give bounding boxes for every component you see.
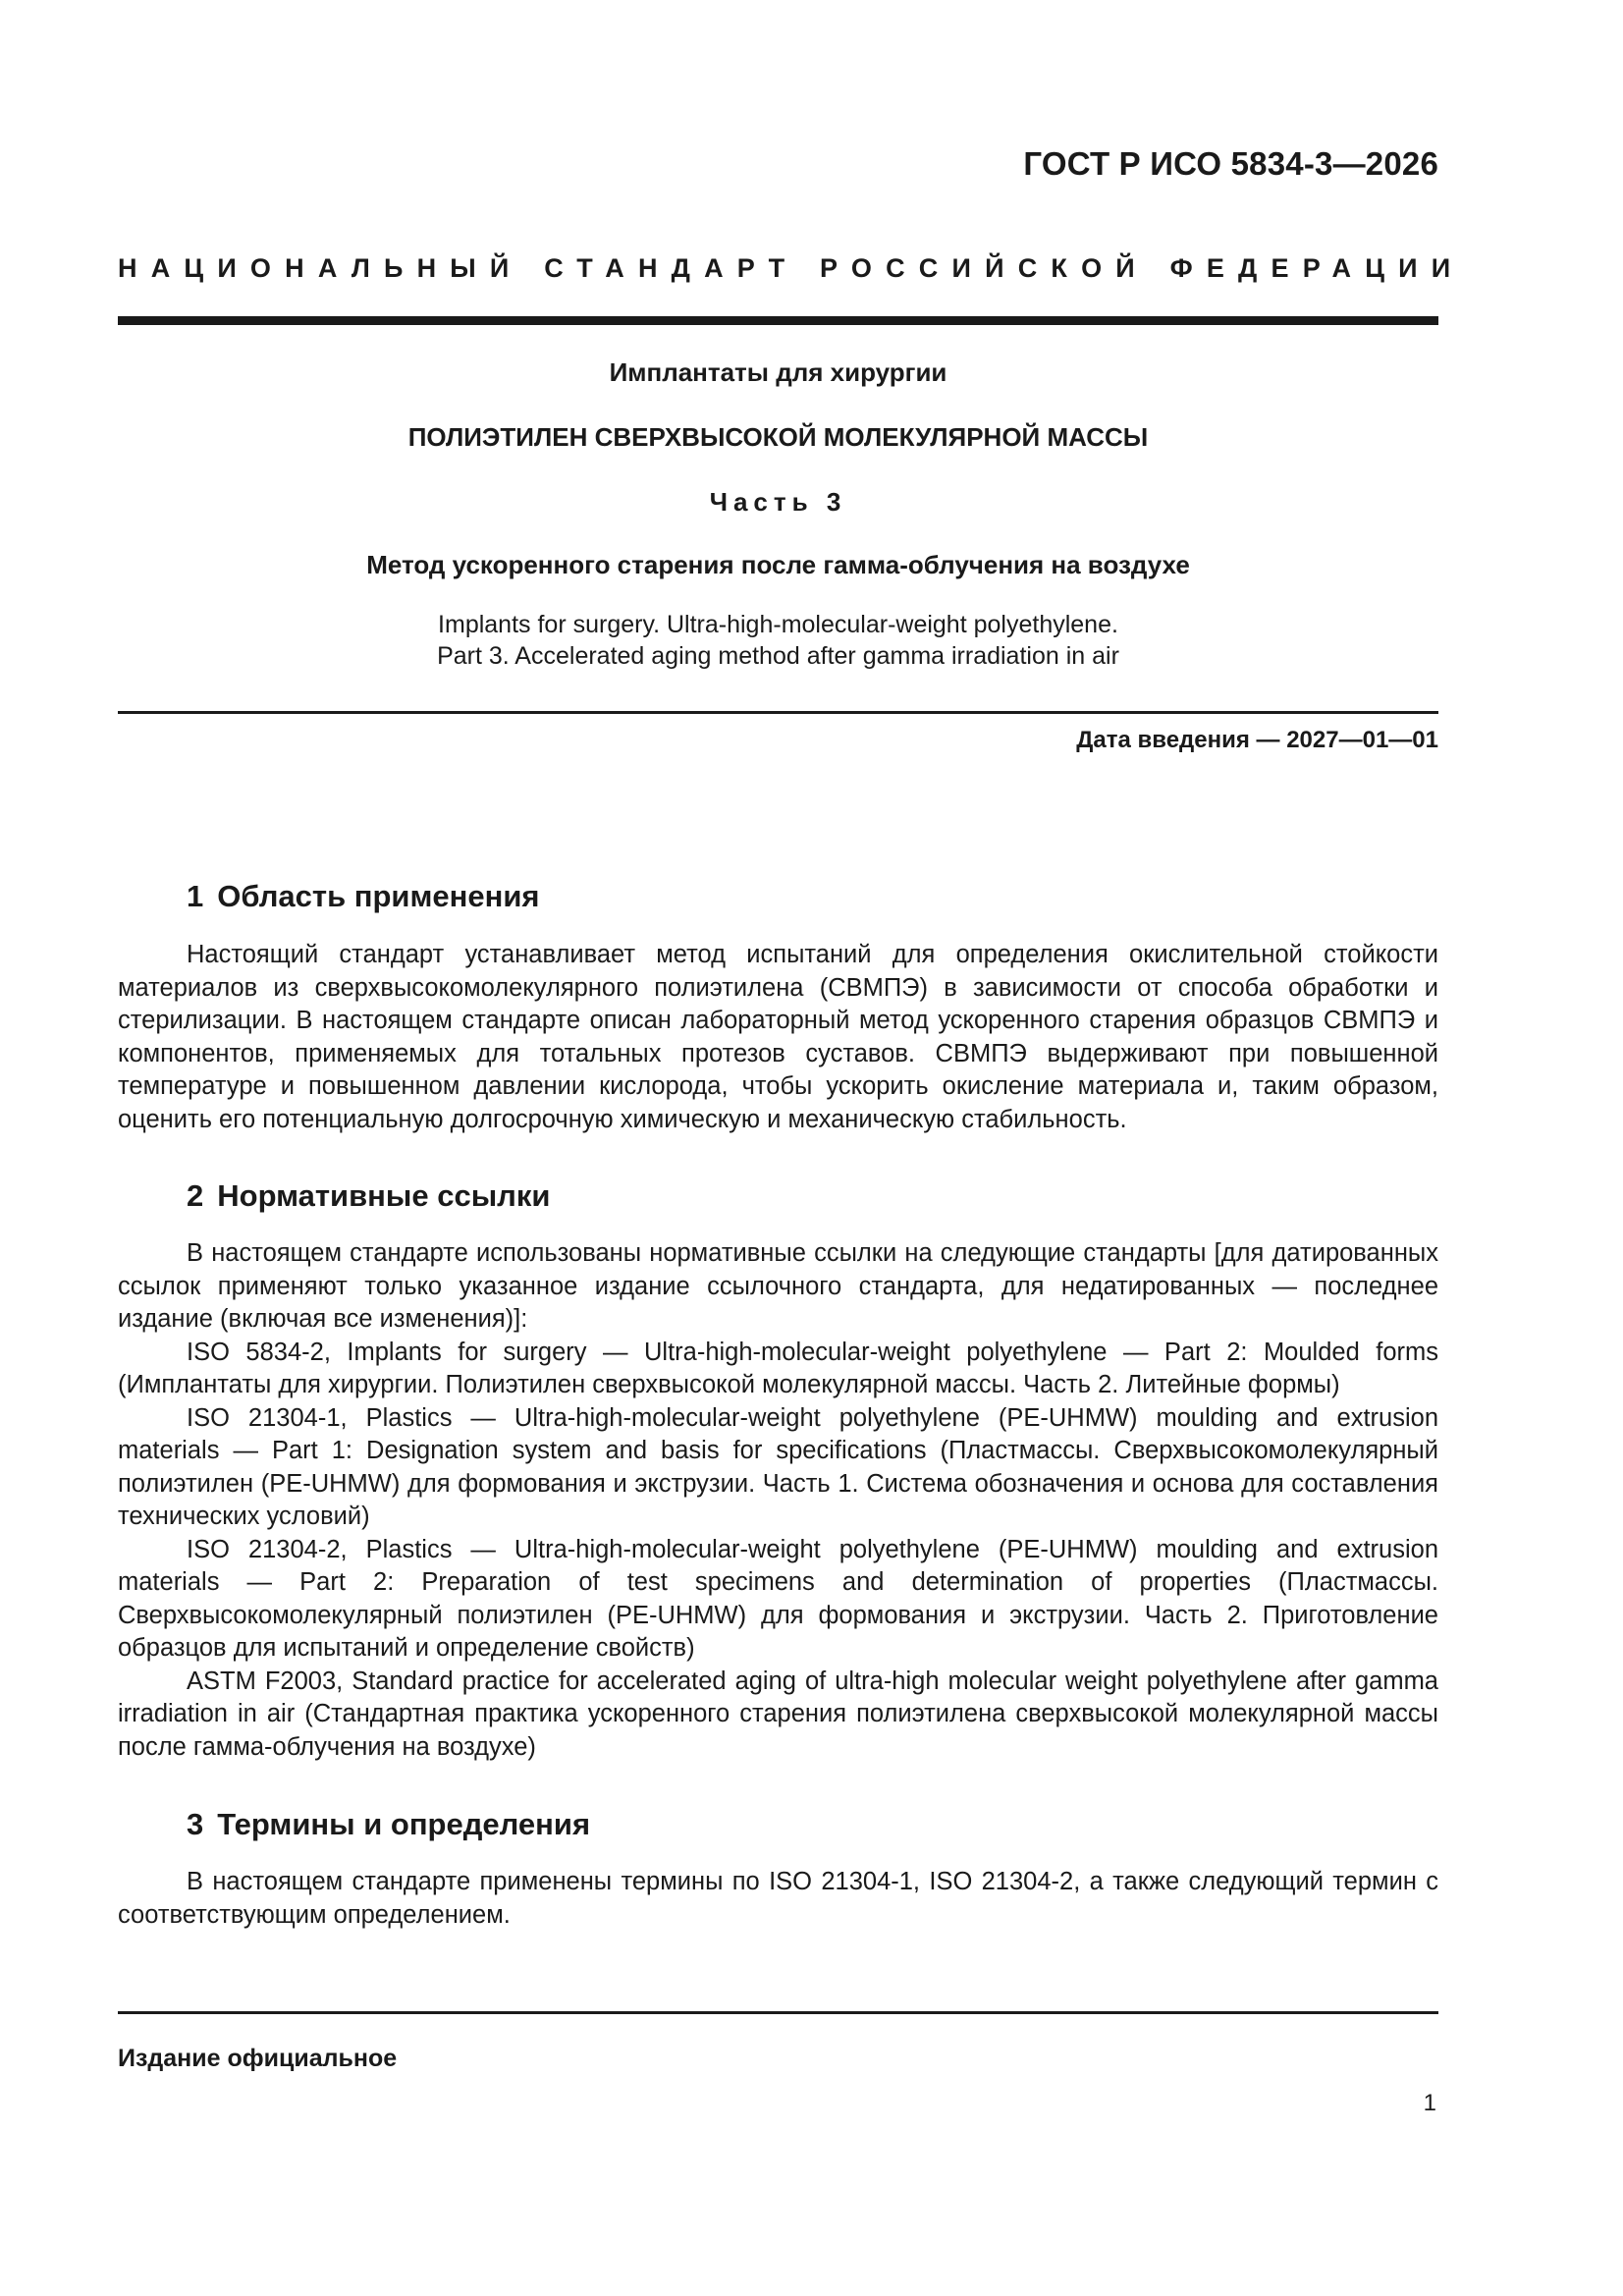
header-rule xyxy=(118,316,1438,325)
reference-item: ISO 21304-1, Plastics — Ultra-high-molecular-weight polyethylene (PE-UHMW) moulding and extrusion materials — Part 1: Designation system and basis for specifications (Пластмассы. Сверхвысокомолекулярный полиэтилен (PE-UHMW) для формования и экструзии. Часть 1. Система обозначения и основа для составления технических условий) xyxy=(118,1403,1438,1530)
section-2-body xyxy=(118,1237,1438,1764)
section-3-heading xyxy=(187,1807,590,1842)
introduction-date: Дата введения — 2027—01—01 xyxy=(1076,727,1438,753)
section-1-paragraph: Настоящий стандарт устанавливает метод испытаний для определения окислительной стойкости материалов из сверхвысокомолекулярного полиэтилена (СВМПЭ) в зависимости от способа обработки и стерилизации. В настоящем стандарте описан лабораторный метод ускоренного старения образцов СВМПЭ и компонентов, применяемых для тотальных протезов суставов. СВМПЭ выдерживают при повышенной температуре и повышенном давлении кислорода, чтобы ускорить окисление материала и, таким образом, оценить его потенциальную долгосрочную химическую и механическую стабильность. xyxy=(118,941,1438,1133)
section-2-intro: В настоящем стандарте использованы нормативные ссылки на следующие стандарты [для датированных ссылок применяют только указанное издание ссылочного стандарта, для недатированных — последнее издание (включая все изменения)]: xyxy=(118,1239,1438,1333)
section-1-number: 1 xyxy=(187,879,204,913)
section-1-title: Область применения xyxy=(217,879,540,913)
section-3-paragraph: В настоящем стандарте применены термины по ISO 21304-1, ISO 21304-2, а также следующий термин с соответствующим определением. xyxy=(118,1868,1438,1929)
official-edition-label: Издание официальное xyxy=(118,2045,398,2072)
title-part: Часть 3 xyxy=(709,487,847,517)
page-number: 1 xyxy=(1423,2090,1436,2116)
document-code: ГОСТ Р ИСО 5834-3—2026 xyxy=(1023,145,1438,182)
reference-item: ISO 21304-2, Plastics — Ultra-high-molecular-weight polyethylene (PE-UHMW) moulding and extrusion materials — Part 2: Preparation of test specimens and determination of properties (Пластмассы. Сверхвысокомолекулярный полиэтилен (PE-UHMW) для формования и экструзии. Часть 2. Приготовление образцов для испытаний и определение свойств) xyxy=(118,1535,1438,1662)
reference-item: ASTM F2003, Standard practice for accelerated aging of ultra-high molecular weight polyethylene after gamma irradiation in air (Стандартная практика ускоренного старения полиэтилена сверхвысокой молекулярной массы после гамма-облучения на воздухе) xyxy=(118,1667,1438,1761)
title-line2: ПОЛИЭТИЛЕН СВЕРХВЫСОКОЙ МОЛЕКУЛЯРНОЙ МАССЫ xyxy=(407,422,1149,452)
footer-rule xyxy=(118,2011,1438,2014)
national-standard-banner: НАЦИОНАЛЬНЫЙ СТАНДАРТ РОССИЙСКОЙ ФЕДЕРАЦИИ xyxy=(118,253,1465,283)
title-rule xyxy=(118,711,1438,714)
section-2-heading xyxy=(187,1178,550,1214)
title-line1: Имплантаты для хирургии xyxy=(609,357,947,387)
section-2-number: 2 xyxy=(187,1178,204,1213)
section-2-title: Нормативные ссылки xyxy=(217,1178,551,1213)
title-english-line2: Part 3. Accelerated aging method after gamma irradiation in air xyxy=(437,642,1119,670)
title-subtitle: Метод ускоренного старения после гамма-облучения на воздухе xyxy=(366,550,1190,579)
section-3-title: Термины и определения xyxy=(217,1807,591,1841)
section-1-body xyxy=(118,939,1438,1136)
section-1-heading xyxy=(187,879,540,914)
section-3-body xyxy=(118,1866,1438,1932)
title-english-line1: Implants for surgery. Ultra-high-molecular-weight polyethylene. xyxy=(438,611,1118,638)
section-3-number: 3 xyxy=(187,1807,204,1841)
reference-item: ISO 5834-2, Implants for surgery — Ultra-high-molecular-weight polyethylene — Part 2: Moulded forms (Имплантаты для хирургии. Полиэтилен сверхвысокой молекулярной массы. Часть 2. Литейные формы) xyxy=(118,1338,1438,1398)
